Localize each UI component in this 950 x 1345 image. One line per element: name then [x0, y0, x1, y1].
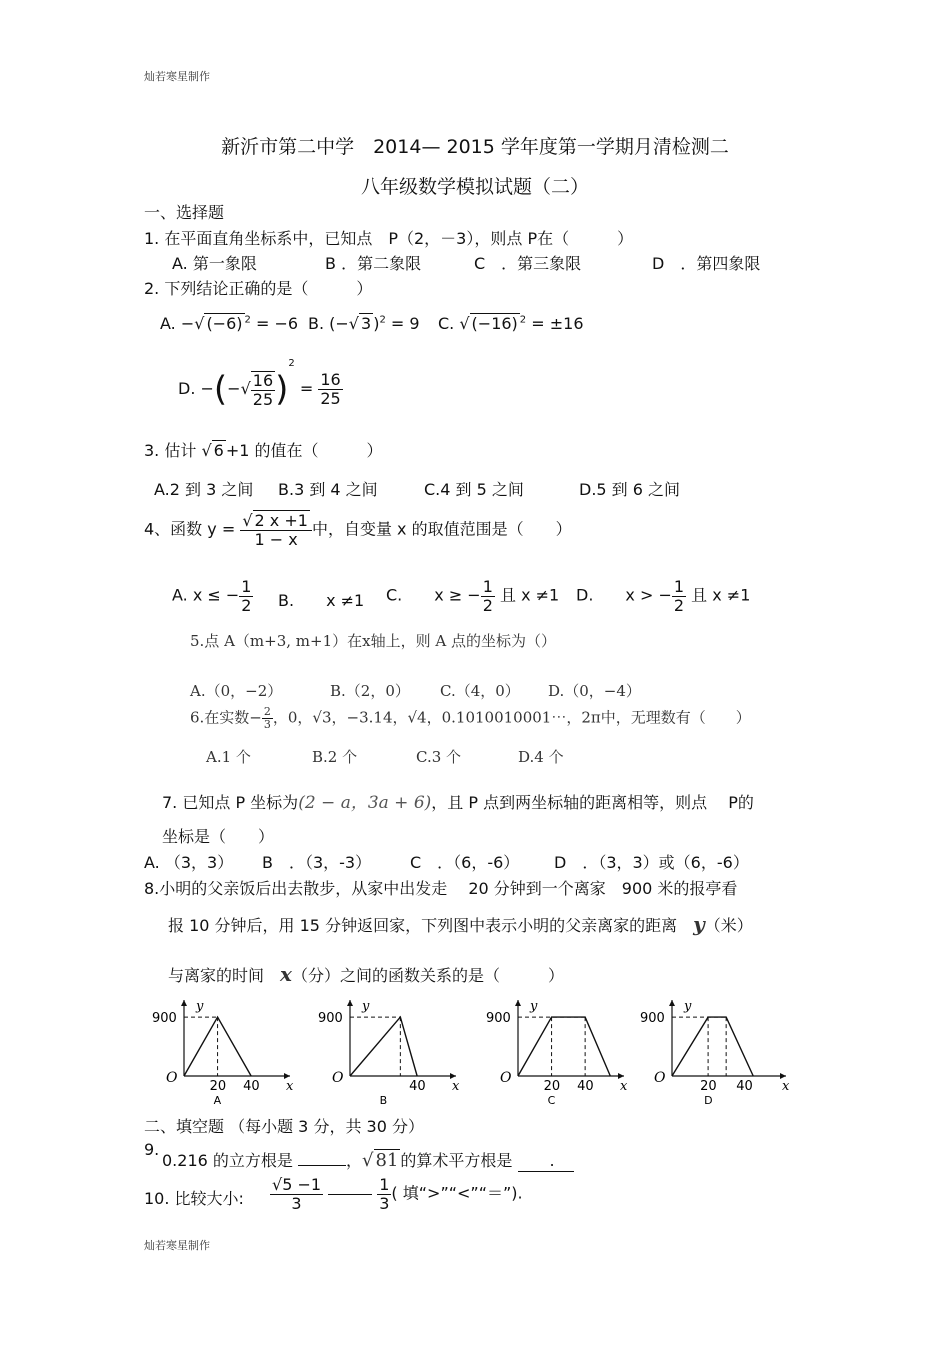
q2-option-c: C. √ (−16) $^2$ = ±16 [438, 314, 584, 333]
q2-a-rhs: = −6 [250, 314, 299, 333]
q2-b-radicand: 3 [361, 314, 372, 333]
chart-c-xtick-20: 20 [543, 1079, 561, 1094]
q3-stem-pre: 3. 估计 [144, 441, 197, 460]
chart-a-caption: A [213, 1094, 222, 1107]
q5-stem: 5.点 A（m+3, m+1）在x轴上，则 A 点的坐标为（） [190, 632, 556, 650]
chart-d-xtick-20: 20 [700, 1079, 717, 1094]
q10-left-frac [270, 1176, 523, 1212]
chart-b-svg [316, 996, 476, 1107]
q5-option-a: A.（0，−2） [190, 682, 283, 700]
q6-option-c: C.3 个 [416, 748, 462, 766]
q9-text2: 的算术平方根是 [400, 1151, 513, 1170]
q5-option-d: D.（0，−4） [548, 682, 641, 700]
q2-d-rhs-den: 25 [320, 389, 341, 408]
chart-b-ylabel: y [362, 999, 370, 1014]
q4-c-den: 2 [482, 595, 493, 615]
q10-blank[interactable] [328, 1194, 372, 1195]
chart-a-svg [150, 996, 310, 1107]
chart-c-svg [484, 996, 644, 1107]
q8-line2-post: （米） [704, 916, 753, 935]
q5-option-b: B.（2，0） [330, 682, 410, 700]
q7-stem-line2: 坐标是（ ） [162, 827, 275, 846]
q3-stem: 3. 估计 √ 6 +1 的值在（ ） [144, 441, 383, 460]
chart-b-caption: B [379, 1094, 388, 1107]
q6-option-b: B.2 个 [312, 748, 358, 766]
q2-stem: 2. 下列结论正确的是（ ） [144, 279, 373, 298]
q8-x-var: x [280, 962, 292, 986]
q7-stem-pre: 7. 已知点 P 坐标为 [162, 793, 299, 812]
q8-line2 [168, 912, 753, 936]
chart-c-series-line [518, 1017, 610, 1076]
q7-option-c: C ．（6，-6） [410, 853, 520, 872]
q5-option-c: C.（4，0） [440, 682, 520, 700]
q8-line3-post: （分）之间的函数关系的是（ ） [291, 966, 564, 985]
q10-left-num: √5 −1 [272, 1175, 322, 1194]
chart-c-y-arrow [515, 1000, 521, 1006]
footer-text: 灿若寒星制作 [144, 1239, 210, 1252]
chart-b [316, 996, 476, 1107]
chart-b-series-line [350, 1017, 417, 1076]
q2-option-d: D. −(−√ $\frac{16}{25}$ )$^2$ = $\frac{16}{25}$ [178, 358, 341, 410]
q4-a-text: A. x ≤ − [172, 585, 240, 605]
chart-a [150, 996, 310, 1107]
chart-a-ylabel: y [196, 999, 204, 1014]
q3-option-d: D.5 到 6 之间 [579, 480, 681, 499]
q4-post: 中，自变量 x 的取值范围是（ ） [311, 519, 572, 539]
q4-den: 1 − x [254, 529, 298, 549]
q7-option-b: B ．（3，-3） [262, 853, 372, 872]
q6-frac-num: 2 [263, 705, 271, 718]
q9-blank-2[interactable]: . [518, 1148, 574, 1172]
chart-a-xtick-40: 40 [243, 1079, 260, 1094]
chart-c-origin: O [500, 1070, 512, 1086]
q2-option-b: B. (−√ 3 )$^2$ = 9 [308, 314, 420, 333]
q3-option-c: C.4 到 5 之间 [424, 480, 524, 499]
q4-c-text: C. x ≥ − [386, 585, 481, 605]
q10-right-num: 1 [379, 1175, 390, 1194]
page-title: 新沂市第二中学 2014— 2015 学年度第一学期月清检测二 [221, 136, 729, 158]
q2-d-label: D. − [178, 379, 214, 398]
q2-b-rhs: = 9 [385, 314, 420, 333]
chart-a-xtick-20: 20 [209, 1079, 227, 1094]
q9-number: 9. [144, 1140, 160, 1159]
q7-stem-post: ，且 P 点到两坐标轴的距离相等，则点 P的 [431, 793, 754, 812]
q3-radicand: 6 [213, 441, 224, 460]
q1-stem: 1. 在平面直角坐标系中，已知点 P（2，－3），则点 P在（ ） [144, 229, 634, 248]
q1-option-d: D ．第四象限 [652, 254, 761, 273]
q10-right-den: 3 [379, 1193, 390, 1213]
q6-mid: ，0，√3，−3.14，√4，0.1010010001⋯，2π中，无理数有（ ） [272, 708, 751, 727]
q1-option-b: B ．第二象限 [325, 254, 422, 273]
q6-stem [190, 706, 751, 731]
q6-option-a: A.1 个 [206, 748, 251, 766]
q2-c-label: C. [438, 314, 455, 333]
chart-a-y-arrow [181, 1000, 187, 1006]
q10-left-den: 3 [291, 1193, 302, 1213]
q2-b-exp: 2 [379, 314, 386, 326]
q8-line1: 8.小明的父亲饭后出去散步，从家中出发走 20 分钟到一个离家 900 米的报亭看 [144, 879, 738, 898]
chart-c-ytick-900: 900 [486, 1011, 511, 1027]
q4-stem: 4、函数 y = $\frac{√ 2 x +1}{1 - x}$ 中，自变量 x 的取值范围是（ ） [144, 511, 572, 549]
q4-a-den: 2 [241, 595, 252, 615]
q7-coord: (2 − a，3a + 6) [298, 793, 432, 813]
q4-pre: 4、函数 y = [144, 519, 236, 539]
chart-d-origin: O [654, 1070, 666, 1086]
q3-stem-post: +1 的值在（ ） [225, 441, 383, 460]
q4-c-num: 1 [482, 577, 493, 596]
q8-y-var: y [693, 912, 705, 936]
q7-option-a: A. （3，3） [144, 853, 234, 872]
q4-num-radicand: 2 x +1 [254, 511, 308, 530]
chart-d-y-arrow [669, 1000, 675, 1006]
q2-option-a: A. −√ (−6) $^2$ = −6 [160, 314, 299, 333]
q6-frac-den: 3 [263, 718, 271, 732]
chart-d-series-line [672, 1017, 753, 1076]
q10-stem: 10. 比较大小: [144, 1189, 244, 1208]
chart-c-xtick-40: 40 [577, 1079, 594, 1094]
q4-d-num: 1 [673, 577, 685, 596]
q2-d-den: 25 [252, 389, 274, 409]
q2-c-exp: 2 [519, 314, 527, 326]
chart-b-xlabel: x [452, 1079, 460, 1094]
q2-b-label: B. [308, 314, 325, 333]
section-heading-choice: 一、选择题 [144, 203, 225, 222]
q8-line2-pre: 报 10 分钟后，用 15 分钟返回家，下列图中表示小明的父亲离家的距离 [168, 916, 678, 935]
chart-a-ytick-900: 900 [152, 1011, 177, 1027]
q2-c-rhs: = ±16 [526, 314, 584, 333]
chart-d-xlabel: x [782, 1079, 790, 1094]
q4-d-post: 且 x ≠1 [691, 585, 751, 605]
q3-option-b: B.3 到 4 之间 [278, 480, 378, 499]
q3-option-a: A.2 到 3 之间 [154, 480, 254, 499]
q7-stem [162, 788, 754, 813]
q2-a-radicand: (−6) [206, 314, 243, 333]
q9-blank-1[interactable] [298, 1165, 346, 1166]
chart-b-xtick-40: 40 [409, 1079, 426, 1094]
q6-pre: 6.在实数− [190, 708, 262, 727]
q8-line3-pre: 与离家的时间 [168, 966, 265, 985]
chart-a-xlabel: x [286, 1079, 294, 1094]
q4-option-c [386, 578, 559, 614]
q2-a-label: A. [160, 314, 176, 333]
q9-radicand: 81 [375, 1150, 399, 1171]
chart-a-origin: O [166, 1070, 178, 1086]
chart-d-svg [638, 996, 804, 1107]
q4-option-b: B. x ≠1 [278, 591, 365, 610]
q4-option-d [576, 578, 750, 614]
q9-stem: 0.216 的立方根是 ，√ 81 的算术平方根是 . [162, 1148, 574, 1172]
q2-d-num: 16 [252, 370, 274, 390]
q7-option-d: D ．（3，3）或（6，-6） [554, 853, 749, 872]
q9-text1: 0.216 的立方根是 [162, 1151, 293, 1170]
q1-option-c: C ．第三象限 [474, 254, 582, 273]
q2-a-exp: 2 [244, 314, 251, 326]
page-subtitle: 八年级数学模拟试题（二） [360, 176, 589, 198]
chart-c-ylabel: y [530, 999, 538, 1014]
chart-b-origin: O [332, 1070, 344, 1086]
q4-d-text: D. x > − [576, 585, 672, 605]
chart-d-xtick-40: 40 [736, 1079, 753, 1094]
section-heading-fill: 二、填空题 （每小题 3 分，共 30 分） [144, 1117, 424, 1136]
q4-option-a [172, 578, 253, 614]
q2-d-rhs-num: 16 [320, 370, 341, 390]
chart-c [484, 996, 644, 1107]
chart-b-y-arrow [347, 1000, 353, 1006]
chart-d-caption: D [704, 1094, 713, 1107]
q8-line3 [168, 962, 564, 986]
q4-a-num: 1 [241, 577, 252, 596]
chart-d-ytick-900: 900 [640, 1011, 665, 1027]
chart-c-caption: C [547, 1094, 556, 1107]
q10-post: ( 填“>”“<”“＝”). [391, 1183, 523, 1203]
q2-d-exp: 2 [288, 358, 295, 369]
q2-c-radicand: (−16) [471, 314, 518, 333]
q4-c-post: 且 x ≠1 [500, 585, 560, 605]
header-text: 灿若寒星制作 [144, 70, 210, 83]
chart-d-ylabel: y [684, 999, 692, 1014]
chart-b-ytick-900: 900 [318, 1011, 343, 1027]
q6-option-d: D.4 个 [518, 748, 564, 766]
chart-d [638, 996, 804, 1107]
q4-d-den: 2 [673, 595, 685, 615]
q1-option-a: A. 第一象限 [172, 254, 257, 273]
chart-c-xlabel: x [620, 1079, 628, 1094]
